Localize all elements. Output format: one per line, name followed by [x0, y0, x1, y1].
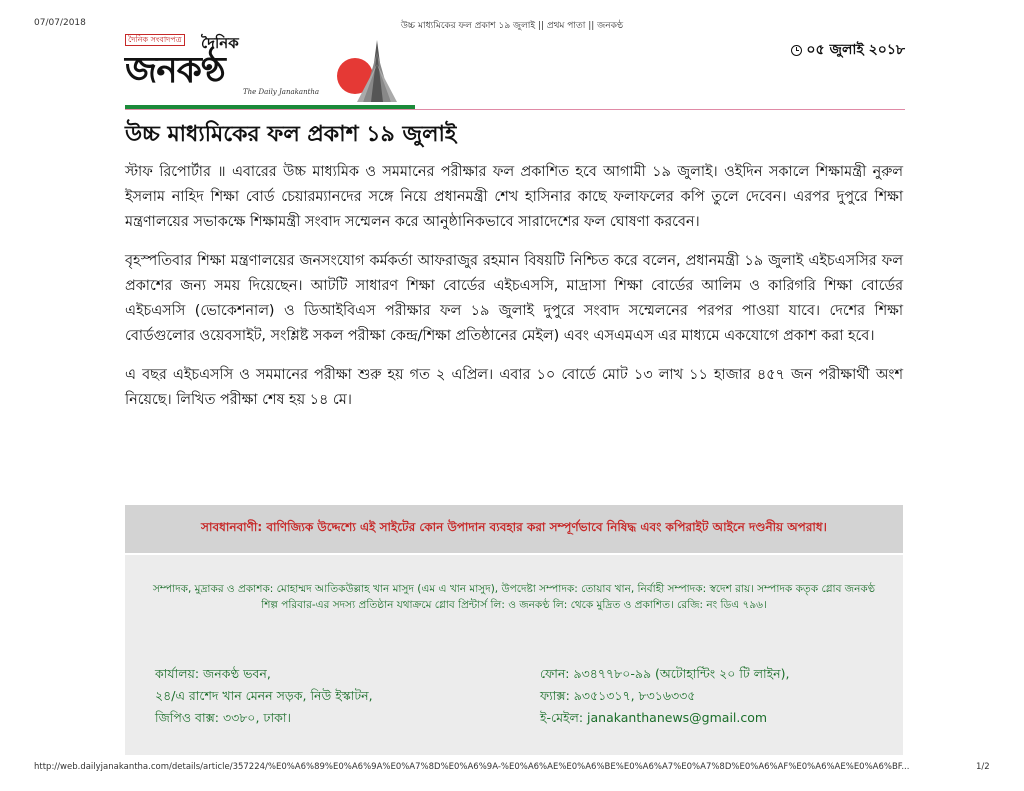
publication-date-text: ০৫ জুলাই ২০১৮ [806, 42, 905, 58]
martyrs-memorial-sun-icon [325, 38, 415, 104]
footer-address [155, 663, 373, 729]
clock-icon [791, 45, 802, 56]
janakantha-logo[interactable] [125, 32, 415, 102]
logo-tagline: দৈনিক সংবাদপত্র [125, 34, 185, 46]
copyright-warning [125, 505, 903, 553]
address-line: ২৪/এ রাশেদ খান মেনন সড়ক, নিউ ইস্কাটন, [155, 688, 373, 703]
address-line: কার্যালয়: জনকণ্ঠ ভবন, [155, 666, 271, 681]
logo-english-name: The Daily Janakantha [243, 88, 320, 96]
article-paragraph-3: এ বছর এইচএসসি ও সমমানের পরীক্ষা শুরু হয় গত ২ এপ্রিল। এবার ১০ বোর্ডে মোট ১৩ লাখ ১১ হাজার ৪৫৭ জন পরীক্ষার্থী অংশ নিয়েছে। লিখিত পরীক্ষা শেষ হয় ১৪ মে। [125, 367, 903, 408]
masthead [125, 32, 905, 112]
address-line: জিপিও বাক্স: ৩৩৮০, ঢাকা। [155, 710, 291, 725]
masthead-divider [125, 109, 905, 110]
print-url: http://web.dailyjanakantha.com/details/article/357224/%E0%A6%89%E0%A6%9A%E0%A7%8D%E0%A6%9A-%E0%A6%AE%E0%A6%BE%E0%A6%A7%E0%A7%8D%E0%A6%AF%E0%A6%AE%E0%A6%BF... [34, 762, 910, 772]
contact-phone: ফোন: ৯৩৪৭৭৮০-৯৯ (অটোহান্টিং ২০ টি লাইন), [540, 666, 790, 681]
publication-date [791, 38, 905, 62]
contact-fax: ফ্যাক্স: ৯৩৫১৩১৭, ৮৩১৬৩৩৫ [540, 688, 696, 703]
article [125, 120, 903, 427]
contact-email[interactable]: ই-মেইল: janakanthanews@gmail.com [540, 710, 768, 725]
copyright-warning-text: সাবধানবাণী: বাণিজ্যিক উদ্দেশ্যে এই সাইটের কোন উপাদান ব্যবহার করা সম্পূর্ণভাবে নিষিদ্ধ এবং কপিরাইট আইনে দণ্ডনীয় অপরাধ। [201, 520, 827, 534]
logo-dainik: দৈনিক [201, 34, 239, 52]
footer-contact [540, 663, 790, 729]
print-date: 07/07/2018 [34, 18, 86, 28]
site-footer [125, 555, 903, 755]
article-paragraph-2: বৃহস্পতিবার শিক্ষা মন্ত্রণালয়ের জনসংযোগ কর্মকর্তা আফরাজুর রহমান বিষয়টি নিশ্চিত করে বলেন, প্রধানমন্ত্রী ১৯ জুলাই এইচএসসির ফল প্রকাশের জন্য সময় দিয়েছেন। আটটি সাধারণ শিক্ষা বোর্ডের এইচএসসি, মাদ্রাসা শিক্ষা বোর্ডের আলিম ও কারিগরি শিক্ষা বোর্ডের এইচএসসি (ভোকেশনাল) ও ডিআইবিএস পরীক্ষার ফল ১৯ জুলাই দুপুরে সংবাদ সম্মেলনের পরপর পাওয়া যাবে। দেশের শিক্ষা বোর্ডগুলোর ওয়েবসাইট, সংশ্লিষ্ট সকল পরীক্ষা কেন্দ্র/শিক্ষা প্রতিষ্ঠানের মেইল) এবং এসএমএস এর মাধ্যমে একযোগে প্রকাশ করা হবে। [125, 253, 903, 344]
print-page-title: উচ্চ মাধ্যমিকের ফল প্রকাশ ১৯ জুলাই || প্রথম পাতা || জনকণ্ঠ [400, 21, 624, 31]
print-page-number: 1/2 [976, 762, 990, 772]
footer-credits: সম্পাদক, মুদ্রাকর ও প্রকাশক: মোহাম্মদ আতিকউল্লাহ খান মাসুদ (এম এ খান মাসুদ), উপদেষ্টা সম্পাদক: তোয়াব খান, নির্বাহী সম্পাদক: স্বদেশ রায়। সম্পাদক কতৃক গ্লোব জনকণ্ঠ শিল্প পরিবার-এর সদস্য প্রতিষ্ঠান যথাক্রমে গ্লোব প্রিন্টার্স লি: ও জনকণ্ঠ লি: থেকে মুদ্রিত ও প্রকাশিত। রেজি: নং ডিএ ৭৯৬। [152, 583, 876, 611]
logo-wordmark: জনকণ্ঠ [125, 49, 225, 91]
article-paragraph-1: স্টাফ রিপোর্টার ॥ এবারের উচ্চ মাধ্যমিক ও সমমানের পরীক্ষার ফল প্রকাশিত হবে আগামী ১৯ জুলাই। ওইদিন সকালে শিক্ষামন্ত্রী নুরুল ইসলাম নাহিদ শিক্ষা বোর্ড চেয়ারম্যানদের সঙ্গে নিয়ে প্রধানমন্ত্রী শেখ হাসিনার কাছে ফলাফলের কপি তুলে দেবেন। এরপর দুপুরে শিক্ষা মন্ত্রণালয়ের সভাকক্ষে শিক্ষামন্ত্রী সংবাদ সম্মেলন করে আনুষ্ঠানিকভাবে সারাদেশের ফল ঘোষণা করবেন। [125, 164, 903, 230]
article-headline: উচ্চ মাধ্যমিকের ফল প্রকাশ ১৯ জুলাই [125, 122, 457, 147]
